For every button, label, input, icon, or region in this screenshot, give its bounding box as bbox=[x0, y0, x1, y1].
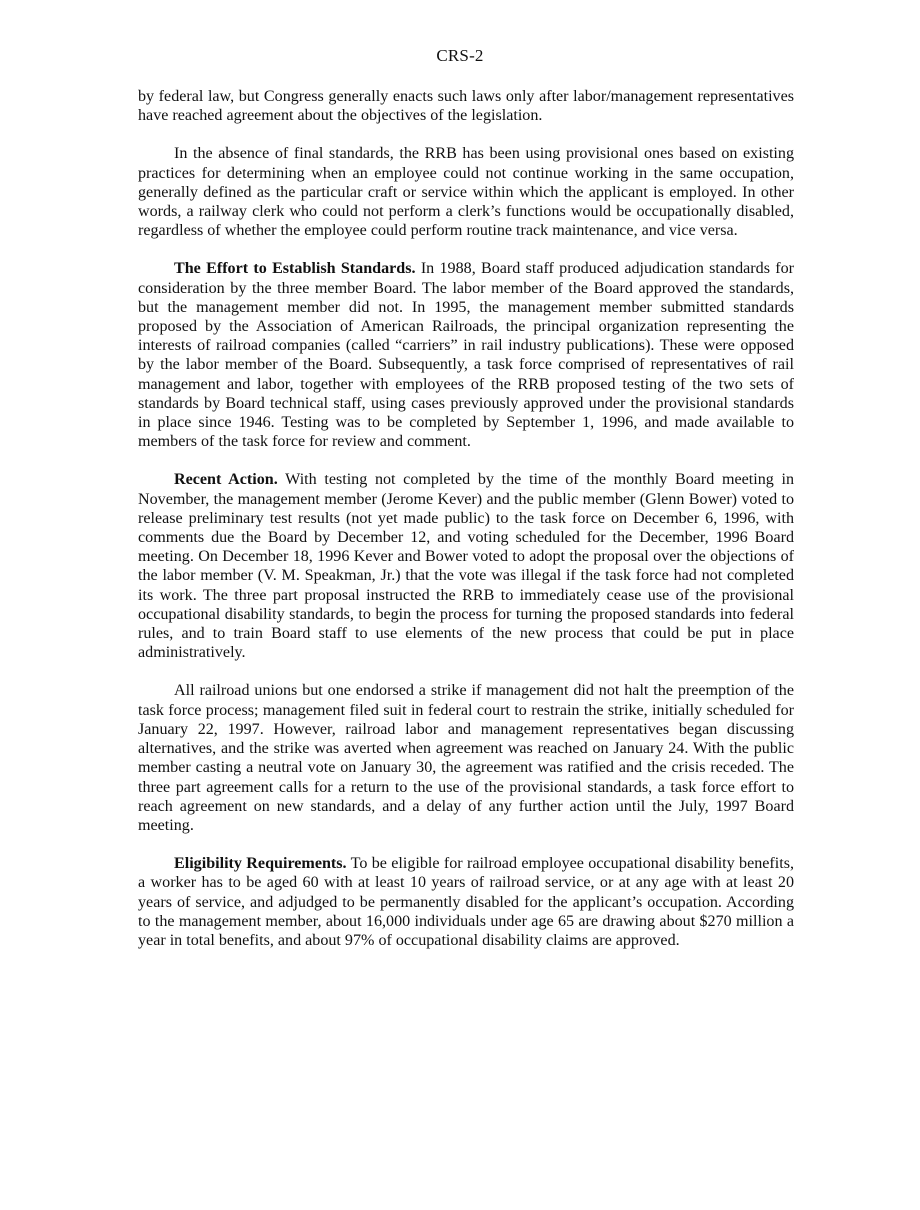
paragraph-text: To be eligible for railroad employee occupational disability benefits, a worker has to be aged 60 with at least 10 years of railroad service, or at any age with at least 20 years of service, and adjudged to be permanently disabled for the applicant’s occupation. According to the management member, about 16,000 individuals under age 65 are drawing about $270 million a year in total benefits, and about 97% of occupational disability claims are approved. bbox=[138, 855, 794, 949]
paragraph-text: In the absence of final standards, the RRB has been using provisional ones based on existing practices for determining when an employee could not continue working in the same occupation, generally defined as the particular craft or service within which the applicant is employed. In other words, a railway clerk who could not perform a clerk’s functions would be occupationally disabled, regardless of whether the employee could perform routine track maintenance, and vice versa. bbox=[138, 145, 794, 240]
paragraph-provisional-standards bbox=[138, 144, 794, 240]
paragraph-text: With testing not completed by the time of the monthly Board meeting in November, the management member (Jerome Kever) and the public member (Glenn Bower) voted to release preliminary test results (not yet made public) to the task force on December 6, 1996, with comments due the Board by December 12, and voting scheduled for the December, 1996 Board meeting. On December 18, 1996 Kever and Bower voted to adopt the proposal over the objections of the labor member (V. M. Speakman, Jr.) that the vote was illegal if the task force had not completed its work. The three part proposal instructed the RRB to immediately cease use of the provisional occupational disability standards, to begin the process for turning the proposed standards into federal rules, and to train Board staff to use elements of the new process that could be put in place administratively. bbox=[138, 471, 795, 662]
section-heading: Recent Action. bbox=[174, 471, 278, 489]
section-heading: The Effort to Establish Standards. bbox=[174, 260, 416, 278]
paragraph-text: by federal law, but Congress generally enacts such laws only after labor/management representatives have reached agreement about the objectives of the legislation. bbox=[138, 88, 794, 125]
page-number-header: CRS-2 bbox=[436, 46, 484, 65]
paragraph-effort-to-establish-standards bbox=[138, 259, 794, 451]
document-body bbox=[138, 87, 794, 969]
paragraph-strike-and-agreement bbox=[138, 681, 794, 835]
paragraph-text: In 1988, Board staff produced adjudication standards for consideration by the three member Board. The labor member of the Board approved the standards, but the management member did not. In 1995, the management member submitted standards proposed by the Association of American Railroads, the principal organization representing the interests of railroad companies (called “carriers” in rail industry publications). These were opposed by the labor member of the Board. Subsequently, a task force comprised of representatives of rail management and labor, together with employees of the RRB proposed testing of the two sets of standards by Board technical staff, using cases previously approved under the provisional standards in place since 1946. Testing was to be completed by September 1, 1996, and made available to members of the task force for review and comment. bbox=[138, 260, 794, 451]
paragraph-text: All railroad unions but one endorsed a strike if management did not halt the preemption of the task force process; management filed suit in federal court to restrain the strike, initially scheduled for January 22, 1997. However, railroad labor and management representatives began discussing alternatives, and the strike was averted when agreement was reached on January 24. With the public member casting a neutral vote on January 30, the agreement was ratified and the crisis receded. The three part agreement calls for a return to the use of the provisional standards, a task force effort to reach agreement on new standards, and a delay of any further action until the July, 1997 Board meeting. bbox=[138, 682, 794, 834]
paragraph-recent-action bbox=[138, 470, 794, 662]
paragraph-continuation bbox=[138, 87, 794, 125]
paragraph-eligibility-requirements bbox=[138, 854, 794, 950]
section-heading: Eligibility Requirements. bbox=[174, 855, 347, 873]
